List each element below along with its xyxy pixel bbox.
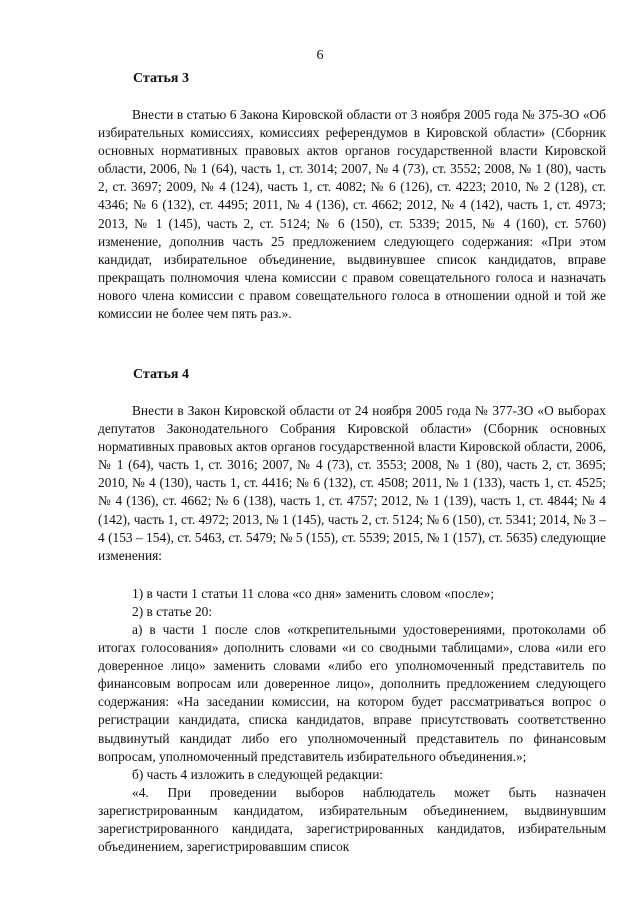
page-number: 6 bbox=[316, 48, 324, 63]
amendment-item-2: 2) в статье 20: bbox=[132, 604, 213, 619]
amendment-item-2b-text: «4. При проведении выборов наблюдатель может быть назначен зарегистрированным кандидатом, избирательным объединением, выдвинувшим зарегистрированного кандидата, зарегистрированных кандидатов, избирательным объединением, зарегистрировавшим список bbox=[98, 785, 606, 855]
amendment-item-2a: а) в части 1 после слов «открепительными удостоверениями, протоколами об итогах голосования» дополнить словами «и со сводными таблицами», слова «или его доверенное лицо» заменить словами «либо его уполномоченный представитель по финансовым вопросам или доверенное лицо», дополнить предложением следующего содержания: «На заседании комиссии, на котором будет рассматриваться вопрос о регистрации кандидата, списка кандидатов, вправе присутствовать соответственно выдвинутый кандидат либо его уполномоченный представитель по финансовым вопросам, уполномоченный представитель избирательного объединения.»; bbox=[98, 622, 606, 764]
article-4-heading: Статья 4 bbox=[133, 367, 189, 382]
article-3-text: Внести в статью 6 Закона Кировской области от 3 ноября 2005 года № 375-ЗО «Об избирательных комиссиях, комиссиях референдумов в Кировской области» (Сборник основных нормативных правовых актов органов государственной власти Кировской области, 2006, № 1 (64), часть 1, ст. 3014; 2007, № 4 (73), ст. 3552; 2008, № 1 (80), часть 2, ст. 3697; 2009, № 4 (124), часть 1, ст. 4082; № 6 (126), ст. 4223; 2010, № 2 (128), ст. 4346; № 6 (132), ст. 4495; 2011, № 4 (136), ст. 4662; 2012, № 4 (142), часть 1, ст. 4973; 2013, № 1 (145), часть 2, ст. 5124; № 6 (150), ст. 5339; 2015, № 4 (160), ст. 5760) изменение, дополнив часть 25 предложением следующего содержания: «При этом кандидат, избирательное объединение, выдвинувшее список кандидатов, вправе прекращать полномочия члена комиссии с правом совещательного голоса и назначать нового члена комиссии с правом совещательного голоса в отношении одной и той же комиссии не более чем пять раз.». bbox=[98, 107, 606, 322]
article-3-heading: Статья 3 bbox=[133, 71, 189, 86]
amendment-item-2b: б) часть 4 изложить в следующей редакции: bbox=[132, 767, 384, 782]
article-4-intro: Внести в Закон Кировской области от 24 ноября 2005 года № 377-ЗО «О выборах депутатов Законодательного Собрания Кировской области» (Сборник основных нормативных правовых актов органов государственной власти Кировской области, 2006, № 1 (64), часть 1, ст. 3016; 2007, № 4 (73), ст. 3553; 2008, № 1 (80), часть 2, ст. 3695; 2010, № 4 (130), часть 1, ст. 4416; № 6 (132), ст. 4508; 2011, № 1 (133), часть 1, ст. 4525; № 4 (136), ст. 4662; № 6 (138), часть 1, ст. 4757; 2012, № 1 (139), часть 1, ст. 4844; № 4 (142), часть 1, ст. 4972; 2013, № 1 (145), часть 2, ст. 5124; № 6 (150), ст. 5341; 2014, № 3 – 4 (153 – 154), ст. 5463, ст. 5479; № 5 (155), ст. 5539; 2015, № 1 (157), ст. 5635) следующие изменения: bbox=[98, 403, 606, 563]
amendment-item-1: 1) в части 1 статьи 11 слова «со дня» заменить словом «после»; bbox=[132, 586, 495, 601]
